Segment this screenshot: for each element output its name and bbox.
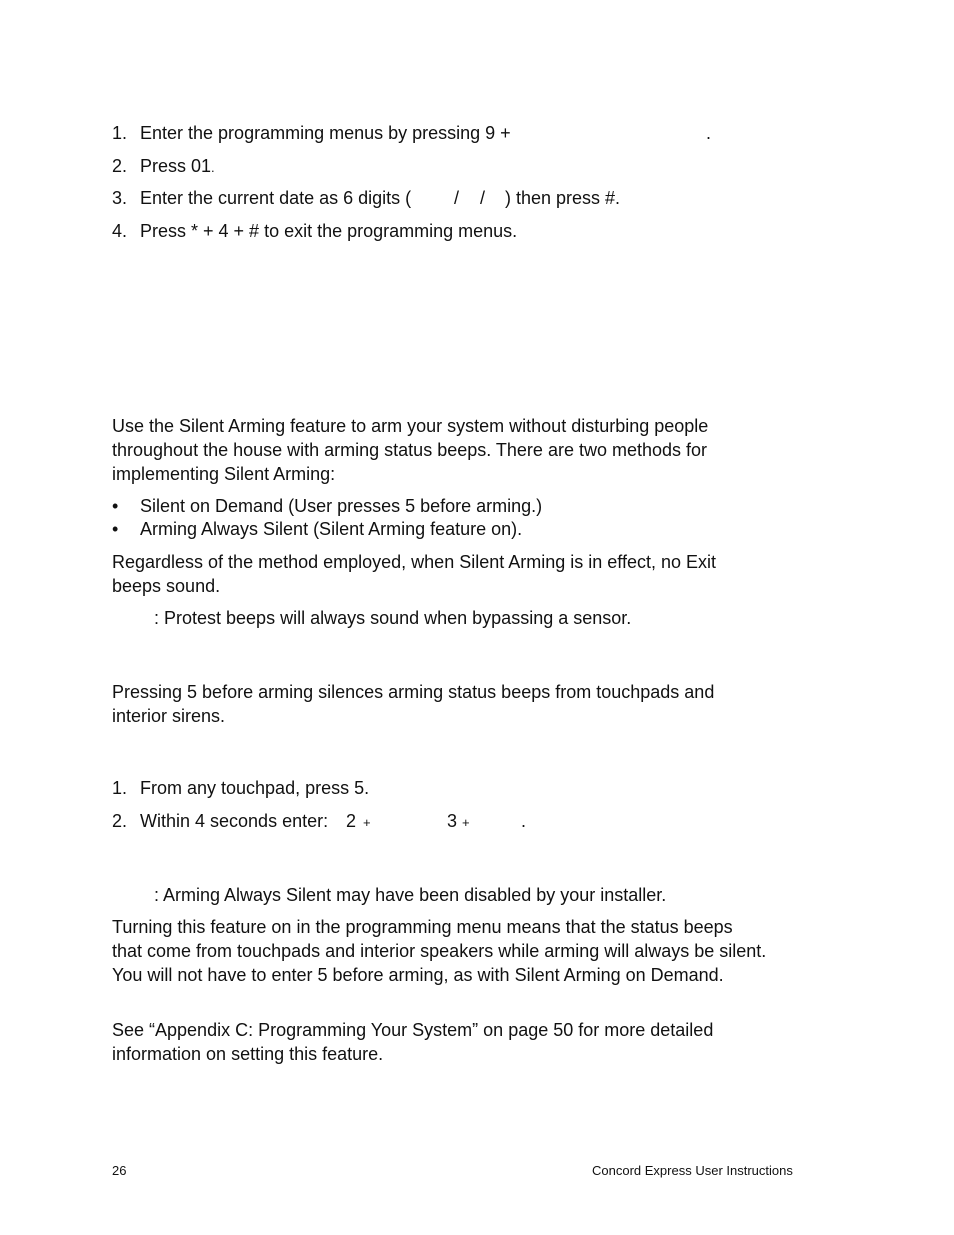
always-silent-note: : Arming Always Silent may have been disabled by your installer. [154, 885, 667, 905]
date-step-1 [112, 121, 712, 145]
method-bullet-1 [112, 494, 542, 518]
step-number: 4. [112, 221, 128, 241]
step-tail: ) then press #. [505, 188, 621, 208]
on-demand-description: Pressing 5 before arming silences arming status beeps from touchpads and interior sirens. [112, 682, 715, 726]
date-step-4 [112, 219, 517, 243]
step-number: 2. [112, 156, 128, 176]
always-silent-description: Turning this feature on in the programming menu means that the status beeps that come from touchpads and interior speakers while arming will always be silent. You will not have to enter 5 before arming, as with Silent Arming on Demand. [112, 917, 767, 985]
method-bullet-2 [112, 517, 522, 541]
step-text: Enter the current date as 6 digits ( [140, 188, 412, 208]
date-slash-1: / [454, 188, 460, 208]
step-text: Enter the programming menus by pressing 9 + [140, 123, 511, 143]
step-number: 3. [112, 188, 128, 208]
date-step-3 [112, 186, 621, 210]
appendix-reference: See “Appendix C: Programming Your System” on page 50 for more detailed information on setting this feature. [112, 1020, 714, 1064]
level-digit-2: 2 [346, 811, 357, 831]
step-tail: . [211, 160, 215, 175]
bullet-icon: • [112, 519, 119, 539]
plus-sign: + [462, 815, 470, 830]
plus-sign: + [363, 815, 371, 830]
page-number: 26 [112, 1163, 127, 1178]
bullet-text: Arming Always Silent (Silent Arming feature on). [140, 519, 523, 539]
bullet-text: Silent on Demand (User presses 5 before arming.) [140, 496, 543, 516]
step-number: 2. [112, 811, 128, 831]
step-number: 1. [112, 778, 128, 798]
step-text: Within 4 seconds enter: [140, 811, 329, 831]
step-tail: . [521, 811, 527, 831]
step-text: From any touchpad, press 5. [140, 778, 370, 798]
date-slash-2: / [480, 188, 486, 208]
step-text: Press * + 4 + # to exit the programming menus. [140, 221, 518, 241]
bullet-icon: • [112, 496, 119, 516]
protest-beeps-note: : Protest beeps will always sound when bypassing a sensor. [154, 608, 632, 628]
silent-arming-intro: Use the Silent Arming feature to arm your system without disturbing people throughout the house with arming status beeps. There are two methods for implementing Silent Arming: [112, 416, 709, 484]
document-title: Concord Express User Instructions [592, 1163, 793, 1178]
step-number: 1. [112, 123, 128, 143]
silent-arming-effect: Regardless of the method employed, when Silent Arming is in effect, no Exit beeps sound. [112, 552, 716, 596]
on-demand-step-2 [112, 809, 527, 833]
date-step-2 [112, 154, 215, 180]
on-demand-step-1 [112, 776, 369, 800]
step-tail: . [706, 123, 712, 143]
level-digit-3: 3 [447, 811, 458, 831]
step-text: Press 01 [140, 156, 212, 176]
